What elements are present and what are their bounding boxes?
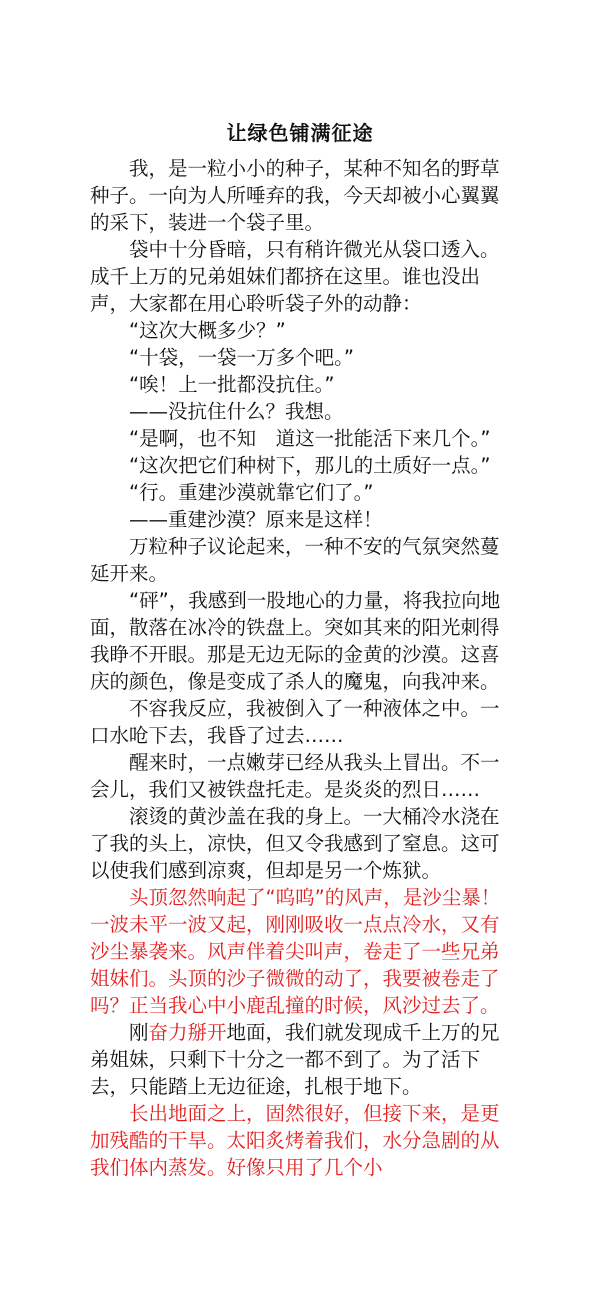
highlighted-paragraph: 头顶忽然响起了“呜呜”的风声，是沙尘暴！一波未平一波又起，刚刚吸收一点点冷水，又有沙尘暴袭来。风声伴着尖叫声，卷走了一些兄弟姐妹们。头顶的沙子微微的动了，我要被卷走了吗？正当我心中小鹿乱撞的时候，风沙过去了。: [90, 886, 501, 1017]
paragraph: “是啊，也不知 道这一批能活下来几个。”: [129, 427, 491, 450]
highlighted-phrase: 奋力掰开: [148, 1021, 227, 1044]
highlighted-paragraph: 长出地面之上，固然很好，但接下来，是更加残酷的干旱。太阳炙烤着我们，水分急剧的从我们体内蒸发。好像只用了几个小: [90, 1102, 500, 1179]
paragraph: 不容我反应，我被倒入了一种液体之中。一口水呛下去，我昏了过去……: [90, 697, 500, 747]
paragraph: ——重建沙漠？原来是这样！: [129, 508, 383, 531]
paragraph: 滚烫的黄沙盖在我的身上。一大桶冷水浇在了我的头上，凉快，但又令我感到了窒息。这可以使我们感到凉爽，但却是另一个炼狱。: [90, 805, 500, 882]
paragraph-mixed: [90, 1019, 510, 1100]
paragraph: “唉！上一批都没抗住。”: [129, 373, 335, 396]
paragraph-lead: 刚: [129, 1021, 149, 1044]
paragraph: “砰”，我感到一股地心的力量，将我拉向地面，散落在冰冷的铁盘上。突如其来的阳光刺得我睁不开眼。那是无边无际的金黄的沙漠。这喜庆的颜色，像是变成了杀人的魔鬼，向我冲来。: [90, 589, 501, 693]
paragraph: “这次大概多少？”: [129, 319, 286, 342]
paragraph: ——没抗住什么？我想。: [129, 400, 344, 423]
paragraph: 万粒种子议论起来，一种不安的气氛突然蔓延开来。: [90, 535, 500, 585]
paragraph-rest: 地面，我们就发现成千上万的兄弟姐妹，只剩下十分之一都不到了。为了活下去，只能踏上无边征途，扎根于地下。: [90, 1021, 500, 1098]
paragraph: “行。重建沙漠就靠它们了。”: [129, 481, 374, 504]
paragraph: “十袋，一袋一万多个吧。”: [129, 346, 354, 369]
essay-title: 让绿色铺满征途: [226, 121, 374, 145]
paragraph: 袋中十分昏暗，只有稍许微光从袋口透入。成千上万的兄弟姐妹们都挤在这里。谁也没出声，大家都在用心聆听袋子外的动静：: [90, 238, 500, 315]
paragraph: 醒来时，一点嫩芽已经从我头上冒出。不一会儿，我们又被铁盘托走。是炎炎的烈日……: [90, 751, 500, 801]
paragraph: “这次把它们种树下，那儿的土质好一点。”: [129, 454, 491, 477]
essay-body: [90, 155, 510, 1181]
paragraph: 我，是一粒小小的种子，某种不知名的野草种子。一向为人所唾弃的我，今天却被小心翼翼的采下，装进一个袋子里。: [90, 157, 500, 234]
